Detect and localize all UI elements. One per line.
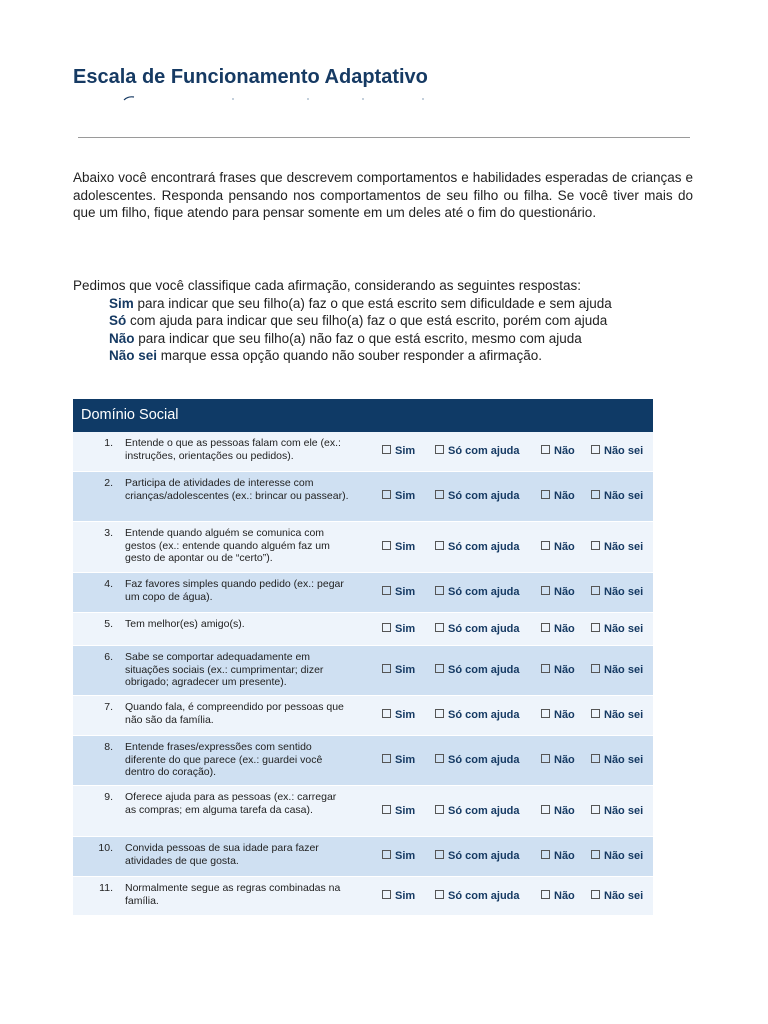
option-label: Só com ajuda [448,540,520,553]
table-body [73,432,653,916]
checkbox[interactable] [435,541,444,550]
legend-term: Só [109,313,127,328]
checkbox[interactable] [382,490,391,499]
row-number: 8. [104,741,113,753]
option-so-com-ajuda[interactable] [435,623,520,635]
intro-paragraph: Abaixo você encontrará frases que descrevem comportamentos e habilidades esperadas de crianças e adolescentes. Responda pensando nos comportamentos de seu filho ou filha. Se você tiver mais do que um filho, fique atendo para pensar somente em um deles até o fim do questionário. [73,170,693,220]
checkbox[interactable] [382,541,391,550]
option-label: Não [554,804,575,817]
row-statement: Quando fala, é compreendido por pessoas que não são da família. [125,701,344,726]
page-title: Escala de Funcionamento Adaptativo [73,66,428,88]
checkbox[interactable] [541,541,550,550]
legend-item [109,330,713,348]
option-label: Sim [395,490,416,502]
response-legend [73,295,713,365]
option-nao[interactable] [541,623,575,635]
domain-table [73,399,653,916]
option-nao-sei[interactable] [591,490,643,502]
checkbox[interactable] [382,890,391,899]
option-so-com-ajuda[interactable] [435,805,520,817]
option-label: Não [554,664,575,676]
row-statement: Entende frases/expressões com sentido diferente do que parece (ex.: guardei você dentro do coração). [125,741,323,778]
checkbox[interactable] [382,623,391,632]
option-nao-sei[interactable] [591,890,643,902]
option-sim[interactable] [382,664,415,676]
option-nao-sei[interactable] [591,445,643,457]
option-nao-sei[interactable] [591,805,643,817]
option-so-com-ajuda[interactable] [435,664,520,676]
option-label: Não sei [604,804,644,817]
option-nao[interactable] [541,490,575,502]
checkbox[interactable] [591,805,600,814]
checkbox[interactable] [382,805,391,814]
checkbox[interactable] [591,541,600,550]
checkbox[interactable] [382,850,391,859]
row-number: 3. [104,527,113,539]
option-label: Sim [395,445,416,457]
row-statement: Oferece ajuda para as pessoas (ex.: carregar as compras; em alguma tarefa da casa). [125,791,337,816]
option-label: Sim [395,850,416,862]
checkbox[interactable] [541,490,550,499]
option-nao[interactable] [541,805,575,817]
checkbox[interactable] [435,664,444,673]
checkbox[interactable] [541,664,550,673]
option-label: Não sei [604,754,644,766]
checkbox[interactable] [541,445,550,454]
checkbox[interactable] [591,890,600,899]
option-label: Não sei [604,889,644,902]
option-so-com-ajuda[interactable] [435,890,520,902]
option-label: Só com ajuda [448,664,520,676]
option-label: Só com ajuda [448,754,520,766]
checkbox[interactable] [591,586,600,595]
option-sim[interactable] [382,623,415,635]
legend-term: Sim [109,295,134,311]
legend-item [109,312,713,330]
option-so-com-ajuda[interactable] [435,754,520,766]
option-nao[interactable] [541,664,575,676]
checkbox[interactable] [591,623,600,632]
option-so-com-ajuda[interactable] [435,490,520,502]
checkbox[interactable] [382,754,391,763]
option-nao[interactable] [541,890,575,902]
table-row [73,877,653,916]
checkbox[interactable] [435,445,444,454]
checkbox[interactable] [541,709,550,718]
checkbox[interactable] [435,754,444,763]
row-statement: Convida pessoas de sua idade para fazer atividades de que gosta. [125,842,319,867]
checkbox[interactable] [435,623,444,632]
header-divider [78,137,690,138]
row-number: 1. [104,437,113,449]
table-row [73,646,653,696]
checkbox[interactable] [435,850,444,859]
row-statement: Normalmente segue as regras combinadas na família. [125,882,341,907]
option-label: Não [554,754,575,766]
legend-text: marque essa opção quando não souber responder a afirmação. [157,348,543,363]
option-nao-sei[interactable] [591,586,643,598]
legend-item [109,347,713,365]
row-number: 4. [104,578,113,590]
legend-text: para indicar que seu filho(a) não faz o que está escrito, mesmo com ajuda [134,330,582,346]
option-nao[interactable] [541,709,575,721]
option-label: Só com ajuda [448,889,520,902]
option-label: Sim [395,709,416,721]
option-label: Não sei [604,850,644,862]
option-nao-sei[interactable] [591,664,643,676]
checkbox[interactable] [435,890,444,899]
checkbox[interactable] [435,709,444,718]
option-sim[interactable] [382,805,415,817]
checkbox[interactable] [382,709,391,718]
option-label: Só com ajuda [448,445,520,457]
instructions-lead: Pedimos que você classifique cada afirmação, considerando as seguintes respostas: [73,278,582,293]
option-so-com-ajuda[interactable] [435,445,520,457]
legend-text: com ajuda para indicar que seu filho(a) faz o que está escrito, porém com ajuda [126,313,608,328]
checkbox[interactable] [541,586,550,595]
option-label: Não sei [604,709,644,721]
option-nao[interactable] [541,754,575,766]
checkbox[interactable] [382,586,391,595]
option-label: Sim [395,889,416,902]
option-nao-sei[interactable] [591,709,643,721]
option-nao[interactable] [541,586,575,598]
option-label: Só com ajuda [448,490,520,502]
option-sim[interactable] [382,890,415,902]
option-nao-sei[interactable] [591,623,643,635]
table-row [73,573,653,613]
option-label: Sim [395,754,416,766]
legend-item [109,295,713,313]
option-label: Não [554,445,575,457]
option-label: Não [554,709,575,721]
table-row [73,613,653,646]
row-number: 2. [104,477,113,489]
option-label: Não sei [604,664,644,676]
checkbox[interactable] [591,445,600,454]
checkbox[interactable] [541,805,550,814]
option-label: Sim [395,664,416,676]
option-nao-sei[interactable] [591,541,643,553]
row-number: 11. [99,882,113,894]
option-label: Sim [395,804,416,817]
row-number: 9. [104,791,113,803]
option-label: Não [554,889,575,902]
checkbox[interactable] [435,586,444,595]
option-label: Só com ajuda [448,850,520,862]
option-sim[interactable] [382,445,415,457]
option-label: Não [554,586,575,598]
option-sim[interactable] [382,709,415,721]
option-label: Só com ajuda [448,586,520,598]
option-label: Não sei [604,586,644,598]
option-label: Só com ajuda [448,804,520,817]
row-statement: Entende quando alguém se comunica com gestos (ex.: entende quando alguém faz um gesto de apontar ou de “certo”). [125,527,330,564]
table-row [73,522,653,573]
option-label: Não [554,540,575,553]
option-nao-sei[interactable] [591,850,643,862]
checkbox[interactable] [541,754,550,763]
checkbox[interactable] [591,709,600,718]
option-label: Não sei [604,622,644,635]
row-number: 5. [104,618,113,630]
row-statement: Participa de atividades de interesse com crianças/adolescentes (ex.: brincar ou passear). [125,477,349,502]
table-row [73,736,653,786]
option-label: Sim [395,540,416,553]
checkbox[interactable] [541,890,550,899]
option-nao-sei[interactable] [591,754,643,766]
option-label: Não [554,622,575,635]
option-sim[interactable] [382,541,415,553]
option-so-com-ajuda[interactable] [435,709,520,721]
checkbox[interactable] [541,623,550,632]
table-header: Domínio Social [73,399,653,432]
checkbox[interactable] [591,754,600,763]
row-number: 6. [104,651,113,663]
option-label: Só com ajuda [448,709,520,721]
legend-term: Não [109,330,135,346]
checkbox[interactable] [435,490,444,499]
checkbox[interactable] [541,850,550,859]
option-sim[interactable] [382,490,415,502]
checkbox[interactable] [591,490,600,499]
row-statement: Faz favores simples quando pedido (ex.: pegar um copo de água). [125,578,344,603]
table-row [73,472,653,522]
option-label: Sim [395,586,416,598]
option-label: Não sei [604,445,644,457]
option-nao[interactable] [541,445,575,457]
option-label: Não sei [604,490,644,502]
option-sim[interactable] [382,586,415,598]
row-number: 10. [98,842,113,854]
legend-text: para indicar que seu filho(a) faz o que está escrito sem dificuldade e sem ajuda [133,295,612,311]
option-label: Sim [395,622,416,635]
checkbox[interactable] [435,805,444,814]
option-label: Não sei [604,540,644,553]
option-nao[interactable] [541,850,575,862]
instructions [73,277,713,365]
checkbox[interactable] [382,664,391,673]
table-row [73,432,653,472]
table-row [73,696,653,736]
option-label: Não [554,850,575,862]
option-label: Não [554,490,575,502]
option-label: Só com ajuda [448,622,520,635]
row-statement: Tem melhor(es) amigo(s). [125,618,245,630]
option-so-com-ajuda[interactable] [435,850,520,862]
title-underline-decoration [122,96,432,102]
option-sim[interactable] [382,850,415,862]
checkbox[interactable] [591,850,600,859]
row-statement: Entende o que as pessoas falam com ele (ex.: instruções, orientações ou pedidos). [125,437,341,462]
table-row [73,786,653,837]
row-number: 7. [104,701,113,713]
option-so-com-ajuda[interactable] [435,541,520,553]
option-nao[interactable] [541,541,575,553]
option-sim[interactable] [382,754,415,766]
table-row [73,837,653,877]
checkbox[interactable] [591,664,600,673]
option-so-com-ajuda[interactable] [435,586,520,598]
checkbox[interactable] [382,445,391,454]
legend-term: Não sei [109,348,158,363]
row-statement: Sabe se comportar adequadamente em situações sociais (ex.: cumprimentar; dizer obrigado; agradecer um presente). [125,651,324,688]
